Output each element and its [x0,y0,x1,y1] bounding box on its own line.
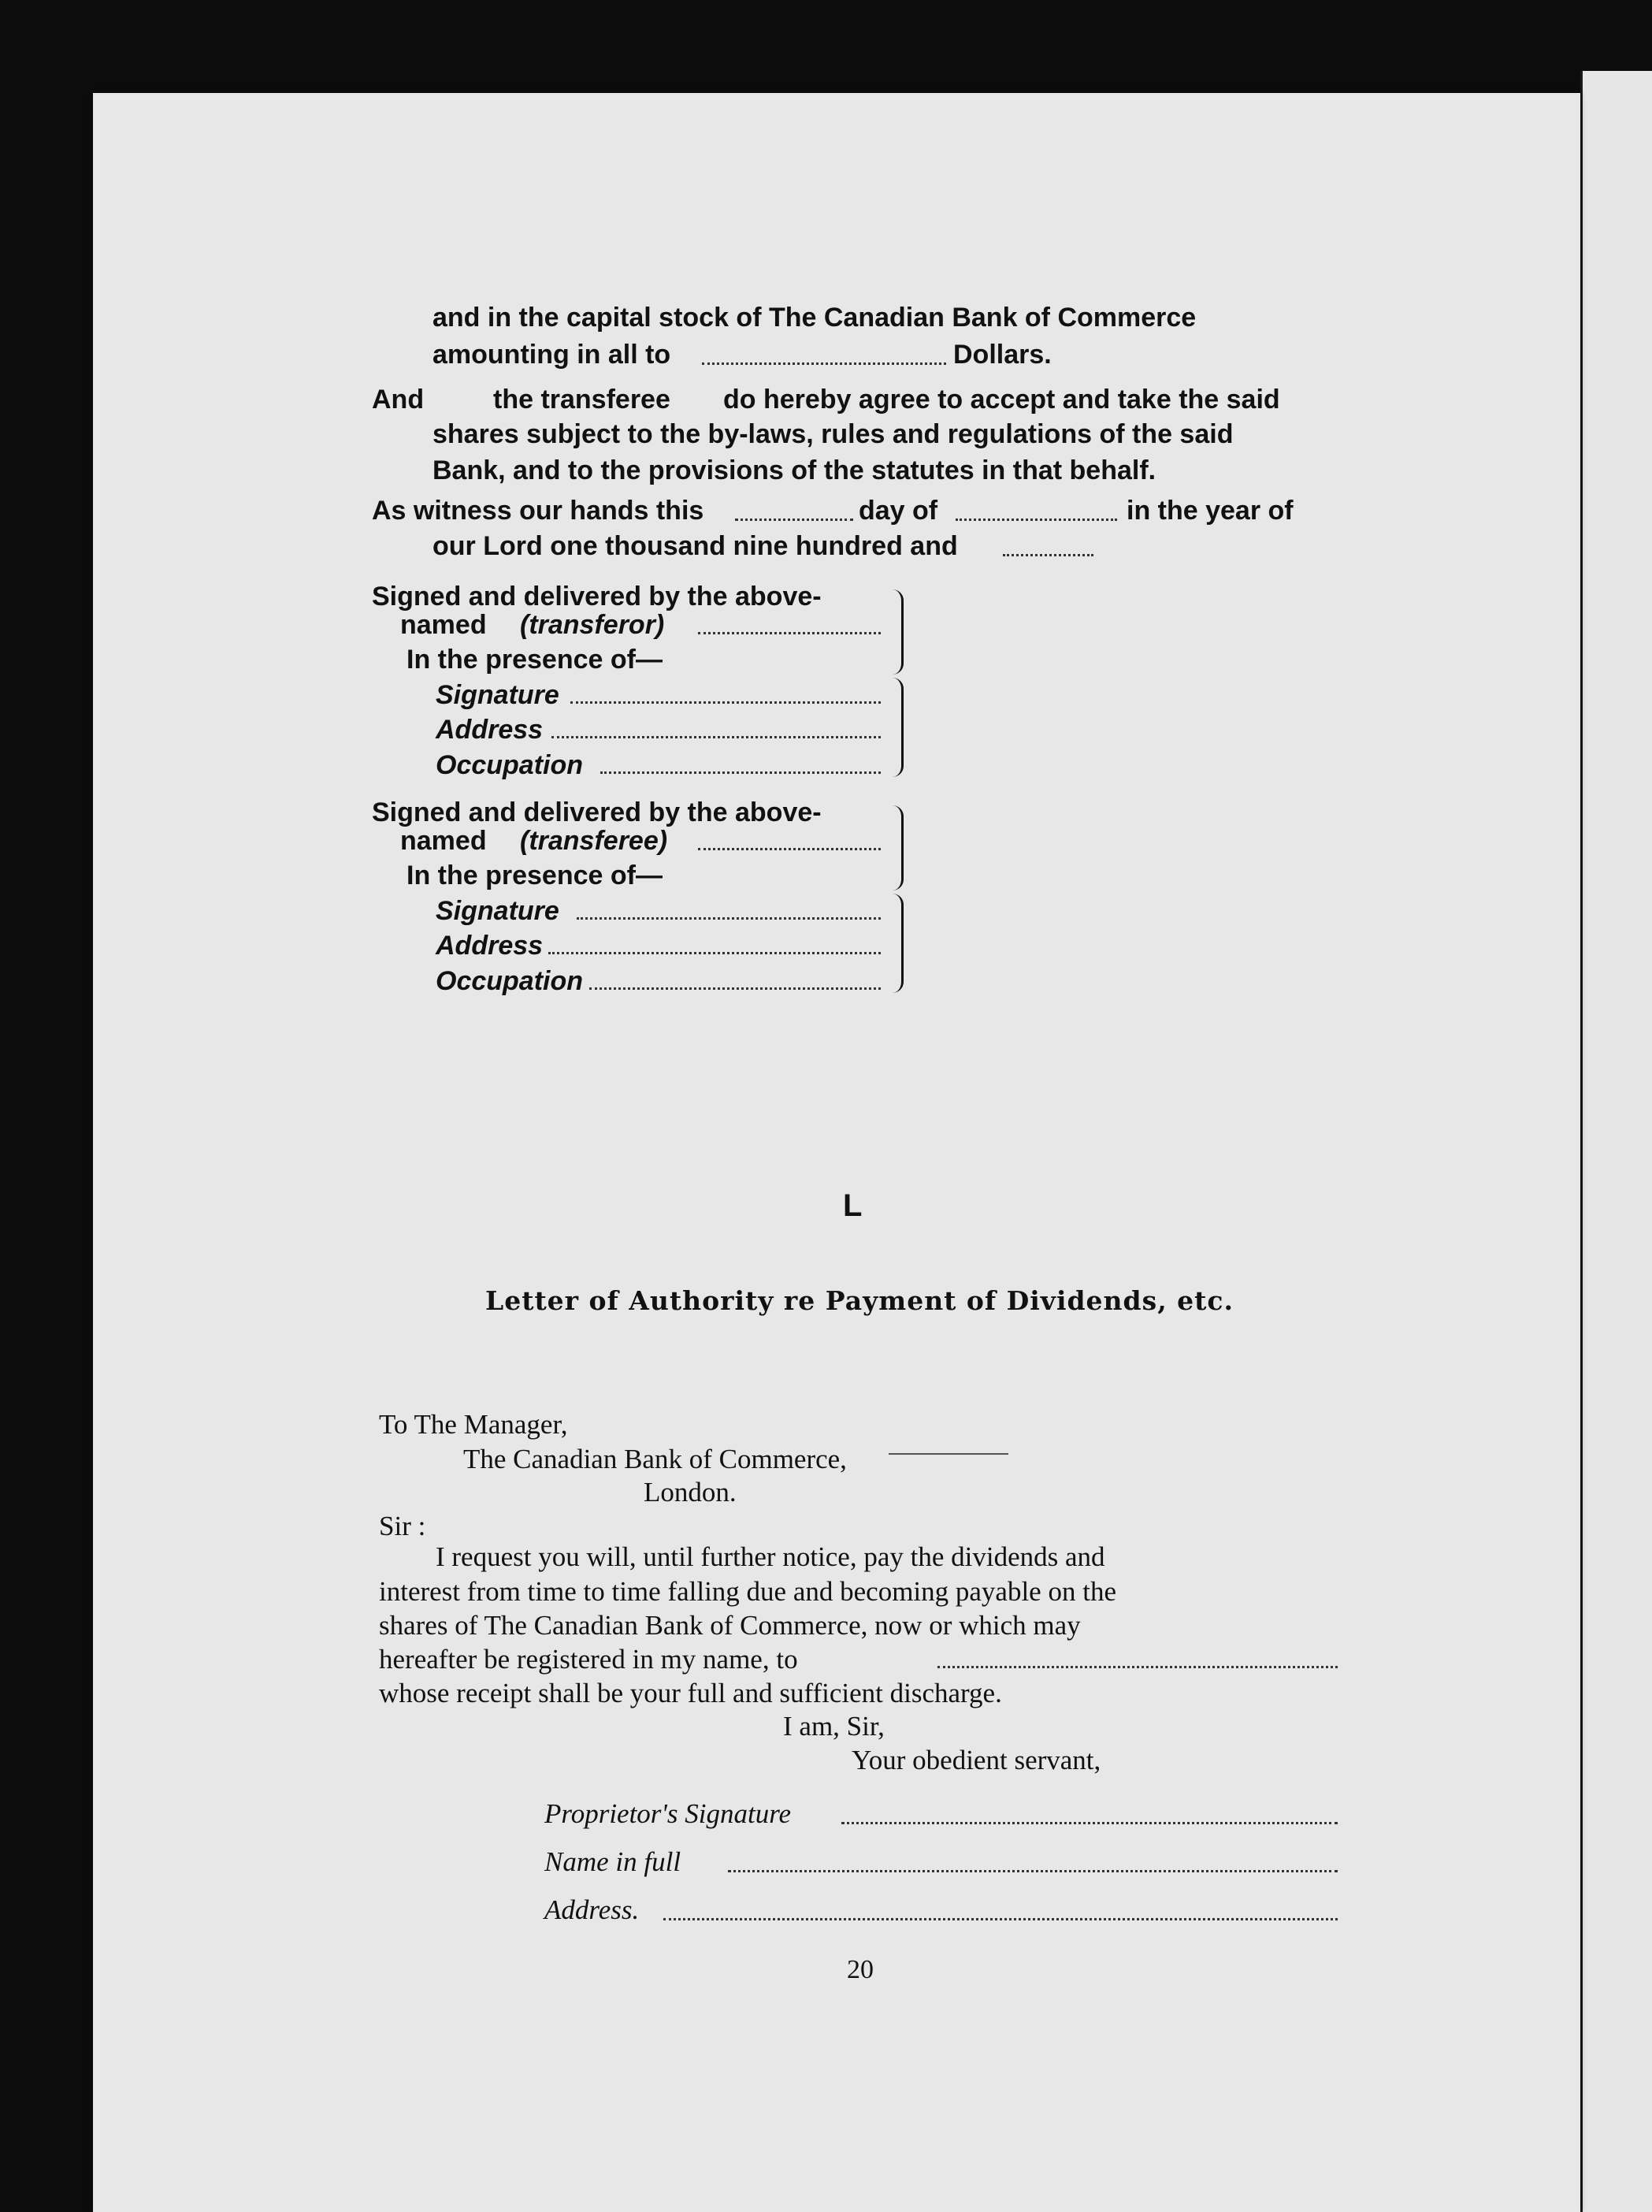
transferee-witness-address-blank[interactable] [548,952,881,954]
agree-line: do hereby agree to accept and take the said [723,385,1280,415]
transferor-named-label: named [400,610,487,640]
month-blank[interactable] [956,519,1117,521]
transferor-witness-occupation-blank[interactable] [600,771,881,774]
section-title: Letter of Authority re Payment of Dividends, etc. [485,1285,1234,1316]
name-in-full-blank[interactable] [728,1870,1338,1872]
section-letter: L [843,1188,863,1223]
dollars-label: Dollars. [953,340,1052,370]
transferor-address-label: Address [436,715,544,745]
letter-body-line-4: hereafter be registered in my name, to [379,1644,798,1675]
transferee-presence-label: In the presence of— [407,861,663,890]
transferee-named-label: named [400,826,487,856]
addressee-line: To The Manager, [379,1409,568,1440]
and-label: And [372,385,425,415]
adjacent-page-edge [1580,71,1652,2212]
letter-body-line-3: shares of The Canadian Bank of Commerce, now or which may [379,1610,1081,1641]
transferor-witness-signature-blank[interactable] [570,701,881,704]
amount-blank[interactable] [702,362,946,365]
proprietor-signature-label: Proprietor's Signature [544,1798,792,1829]
day-blank[interactable] [735,519,853,521]
salutation: Sir : [379,1511,426,1541]
closing-line-2: Your obedient servant, [852,1745,1101,1775]
transferor-witness-address-blank[interactable] [551,736,881,738]
transferee-party-label: (transferee) [520,826,668,856]
bank-statutes-line: Bank, and to the provisions of the statutes in that behalf. [432,455,1156,485]
bank-name-line: The Canadian Bank of Commerce, [463,1444,847,1474]
address-label: Address. [544,1894,640,1925]
witness-label: As witness our hands this [372,496,704,526]
letter-body-line-1: I request you will, until further notice, pay the dividends and [436,1541,1105,1572]
transferor-brace-upper [887,589,904,675]
year-blank[interactable] [1003,554,1093,556]
transferee-brace-upper [887,805,904,890]
transferor-party-label: (transferor) [520,610,665,640]
letter-body-line-2: interest from time to time falling due and becoming payable on the [379,1576,1116,1607]
transferee-address-label: Address [436,931,544,961]
capital-stock-line: and in the capital stock of The Canadian Bank of Commerce [432,303,1197,333]
transferee-signed-line: Signed and delivered by the above- [372,797,822,827]
transferor-signed-line: Signed and delivered by the above- [372,582,822,612]
proprietor-signature-blank[interactable] [841,1822,1338,1824]
payee-blank[interactable] [937,1666,1338,1668]
transferee-label: the transferee [493,385,670,415]
heading-rule [889,1453,1008,1455]
transferee-signature-label: Signature [436,896,559,926]
name-in-full-label: Name in full [544,1846,681,1877]
page-number: 20 [847,1955,874,1984]
transferee-occupation-label: Occupation [436,966,584,996]
address-blank[interactable] [663,1918,1338,1920]
transferor-brace-lower [887,678,904,777]
transferor-presence-label: In the presence of— [407,645,663,675]
transferor-signature-label: Signature [436,680,559,710]
amounting-label: amounting in all to [432,340,671,370]
letter-body-line-5: whose receipt shall be your full and sufficient discharge. [379,1678,1002,1708]
document-page [93,93,1580,2212]
lord-line: our Lord one thousand nine hundred and [432,531,958,561]
closing-line-1: I am, Sir, [783,1711,885,1742]
transferee-witness-occupation-blank[interactable] [589,987,881,990]
shares-line: shares subject to the by-laws, rules and regulations of the said [432,419,1234,449]
transferor-name-blank[interactable] [698,632,881,634]
day-of-label: day of [859,496,938,526]
transferee-name-blank[interactable] [698,848,881,850]
city-line: London. [644,1477,737,1508]
transferor-occupation-label: Occupation [436,750,584,780]
transferee-witness-signature-blank[interactable] [577,917,881,920]
year-of-label: in the year of [1127,496,1294,526]
transferee-brace-lower [887,894,904,993]
